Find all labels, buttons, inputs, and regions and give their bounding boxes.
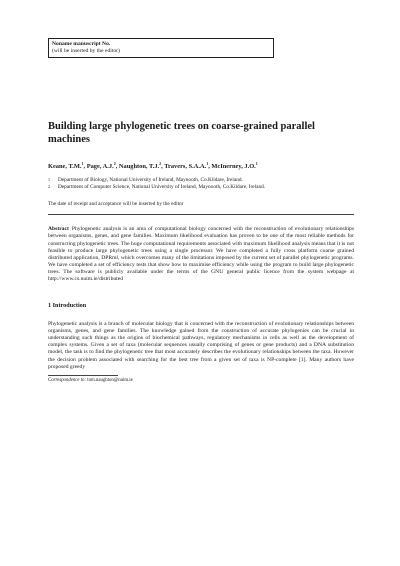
manuscript-number-box [48, 38, 274, 58]
paper-title: Building large phylogenetic trees on coarse-grained parallel machines [48, 121, 315, 145]
introduction-text: Phylogenetic analysis is a branch of molecular biology that is concerned with the reconstruction of evolutionary relationships between organisms, genes, and gene families. The knowledge gained from the construction of accurate phylogenies can be crucial in understanding such things as the origins of biochemical pathways, regulatory mechanisms in cells as well as the development of complex systems. Given a set of taxa (molecular sequences usually comprising of genes or gene products) and a DNA substitution model, the task is to find the phylogenetic tree that most accurately describes the evolutionary relationships between the taxa. However the decision problem associated with searching for the best tree from a given set of taxa is NP-complete [1]. Many authors have proposed greedy [48, 321, 354, 370]
footnote-email: tom.naughton@nuim.ie [87, 377, 133, 383]
affiliation-number: 2 [48, 183, 50, 189]
abstract-text: Phylogenetic analysis is an area of computational biology concerned with the reconstruction of evolutionary relationships between organisms, genes, and gene families. Maximum likelihood evaluation has proven to be one of the most reliable methods for constructing phylogenetic trees. The huge computational requirements associated with maximum likelihood analysis means that it is not feasible to produce large phylogenetic trees using a single processor. We have completed a fully cross platform coarse grained distributed application, DPRml, which overcomes many of the limitations imposed by the current set of parallel phylogenetic programs. We have completed a set of efficiency tests that show how to maximise efficiency while using the program to build large phylogenetic trees. The software is publicly available under the terms of the GNU general public licence from the system webpage at http://www.cs.nuim.ie/distributed [48, 226, 354, 282]
affiliations [48, 177, 354, 190]
section-heading: 1 Introduction [48, 302, 87, 310]
affiliation-text: Department of Computer Science, National University of Ireland, Maynooth, Co.Kildare, Ireland. [58, 183, 266, 190]
paper-page [48, 38, 354, 384]
author-affil-mark: 2 [159, 161, 162, 166]
author-affil-mark: 1 [81, 161, 84, 166]
author-name: Keane, T.M. [48, 163, 82, 171]
author-name: Travers, S.A.A. [164, 163, 207, 171]
header-rule [48, 214, 354, 215]
author-name: Page, A.J. [86, 163, 114, 171]
author-affil-mark: 1 [206, 161, 209, 166]
author-affil-mark: 1 [255, 161, 258, 166]
affiliation-text: Department of Biology, National University of Ireland, Maynooth, Co.Kildare, Ireland. [58, 177, 243, 184]
abstract-label: Abstract [48, 226, 69, 233]
manuscript-editor-note: (will be inserted by the editor) [52, 48, 120, 54]
author-name: McInerney, J.O. [211, 163, 256, 171]
affiliation-item [48, 184, 354, 191]
footnote-rule [48, 375, 118, 376]
author-affil-mark: 2 [113, 161, 116, 166]
author-list: Keane, T.M.$^1$, Page, A.J.$^2$, Naughton, T.J.$^2$, Travers, S.A.A.$^1$, McInerney, J.O.$^1$ [48, 161, 258, 171]
affiliation-number: 1 [48, 177, 50, 183]
affiliation-item [48, 177, 354, 184]
author-name: Naughton, T.J. [118, 163, 160, 171]
footnote-label: Correspondence to: [48, 377, 87, 383]
abstract [48, 226, 354, 283]
manuscript-number-label: Noname manuscript No. [52, 41, 111, 47]
correspondence-footnote [48, 378, 354, 384]
receipt-date-note: The date of receipt and acceptance will be inserted by the editor [48, 201, 184, 208]
